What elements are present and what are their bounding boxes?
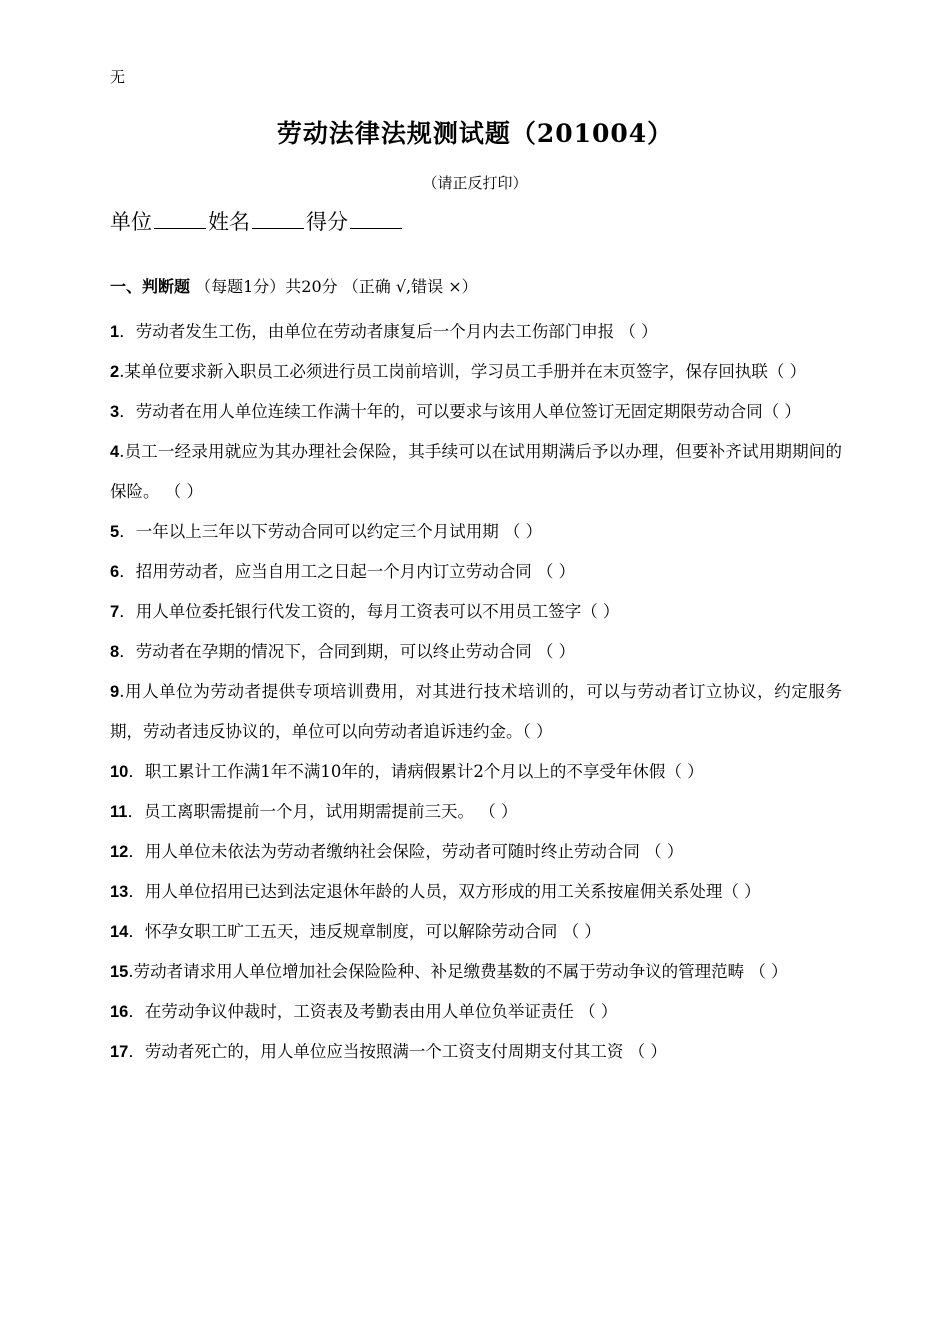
question-number: 6 [110, 563, 120, 581]
question-item [110, 792, 842, 832]
question-text: ．劳动者发生工伤，由单位在劳动者康复后一个月内去工伤部门申报 （ ） [119, 322, 658, 341]
section-heading [110, 274, 478, 297]
question-item [110, 672, 842, 752]
question-text: ．职工累计工作满1年不满10年的，请病假累计2个月以上的不享受年休假（ ） [128, 762, 704, 781]
question-item [110, 512, 842, 552]
question-item [110, 832, 842, 872]
name-blank [252, 208, 304, 229]
question-number: 10 [110, 763, 129, 781]
question-item [110, 312, 842, 352]
question-item [110, 352, 842, 392]
question-text: ．用人单位委托银行代发工资的，每月工资表可以不用员工签字（ ） [119, 602, 620, 621]
question-item [110, 952, 842, 992]
question-text: ．用人单位未依法为劳动者缴纳社会保险，劳动者可随时终止劳动合同 （ ） [128, 842, 684, 861]
corner-mark: 无 [110, 68, 126, 86]
question-number: 8 [110, 643, 120, 661]
unit-blank [154, 208, 206, 229]
print-note: （请正反打印） [422, 174, 528, 192]
question-item [110, 872, 842, 912]
question-text: ．在劳动争议仲裁时，工资表及考勤表由用人单位负举证责任 （ ） [128, 1002, 618, 1021]
question-item [110, 992, 842, 1032]
question-number: 5 [110, 523, 120, 541]
question-text: ．劳动者死亡的，用人单位应当按照满一个工资支付周期支付其工资 （ ） [128, 1042, 667, 1061]
question-item [110, 592, 842, 632]
question-number: 15 [110, 963, 129, 981]
question-number: 9 [110, 683, 120, 701]
info-line [110, 206, 404, 236]
question-text: ．一年以上三年以下劳动合同可以约定三个月试用期 （ ） [119, 522, 543, 541]
question-number: 14 [110, 923, 129, 941]
name-label: 姓名 [208, 210, 250, 234]
section-instructions: （每题1分）共20分 （正确 √,错误 ×） [195, 277, 478, 296]
question-text: .某单位要求新入职员工必须进行员工岗前培训，学习员工手册并在末页签字，保存回执联（ ） [119, 362, 807, 381]
question-number: 11 [110, 803, 128, 821]
question-item [110, 632, 842, 672]
score-label: 得分 [306, 210, 348, 234]
question-text: ．员工离职需提前一个月，试用期需提前三天。 （ ） [127, 802, 518, 821]
question-number: 2 [110, 363, 120, 381]
score-blank [350, 208, 402, 229]
question-text: ．招用劳动者，应当自用工之日起一个月内订立劳动合同 （ ） [119, 562, 576, 581]
section-title: 一、判断题 [110, 277, 191, 296]
question-item [110, 752, 842, 792]
question-item [110, 432, 842, 512]
question-text: .劳动者请求用人单位增加社会保险险种、补足缴费基数的不属于劳动争议的管理范畴 （ ） [128, 962, 788, 981]
question-number: 13 [110, 883, 129, 901]
question-number: 3 [110, 403, 120, 421]
question-number: 7 [110, 603, 120, 621]
question-item [110, 552, 842, 592]
question-text: .员工一经录用就应为其办理社会保险，其手续可以在试用期满后予以办理，但要补齐试用期期间的保险。 （ ） [110, 442, 842, 501]
question-list [110, 312, 842, 1072]
unit-label: 单位 [110, 210, 152, 234]
question-number: 16 [110, 1003, 129, 1021]
question-number: 17 [110, 1043, 129, 1061]
question-text: ．用人单位招用已达到法定退休年龄的人员，双方形成的用工关系按雇佣关系处理（ ） [128, 882, 761, 901]
question-item [110, 392, 842, 432]
question-text: ．怀孕女职工旷工五天，违反规章制度，可以解除劳动合同 （ ） [128, 922, 601, 941]
question-item [110, 912, 842, 952]
question-text: ．劳动者在用人单位连续工作满十年的，可以要求与该用人单位签订无固定期限劳动合同（ ） [119, 402, 801, 421]
question-number: 4 [110, 443, 120, 461]
question-text: .用人单位为劳动者提供专项培训费用，对其进行技术培训的，可以与劳动者订立协议，约定服务期，劳动者违反协议的，单位可以向劳动者追诉违约金。（ ） [110, 682, 842, 741]
question-number: 12 [110, 843, 129, 861]
question-text: ．劳动者在孕期的情况下，合同到期，可以终止劳动合同 （ ） [119, 642, 576, 661]
question-item [110, 1032, 842, 1072]
page-title: 劳动法律法规测试题（201004） [276, 119, 674, 148]
question-number: 1 [110, 323, 120, 341]
